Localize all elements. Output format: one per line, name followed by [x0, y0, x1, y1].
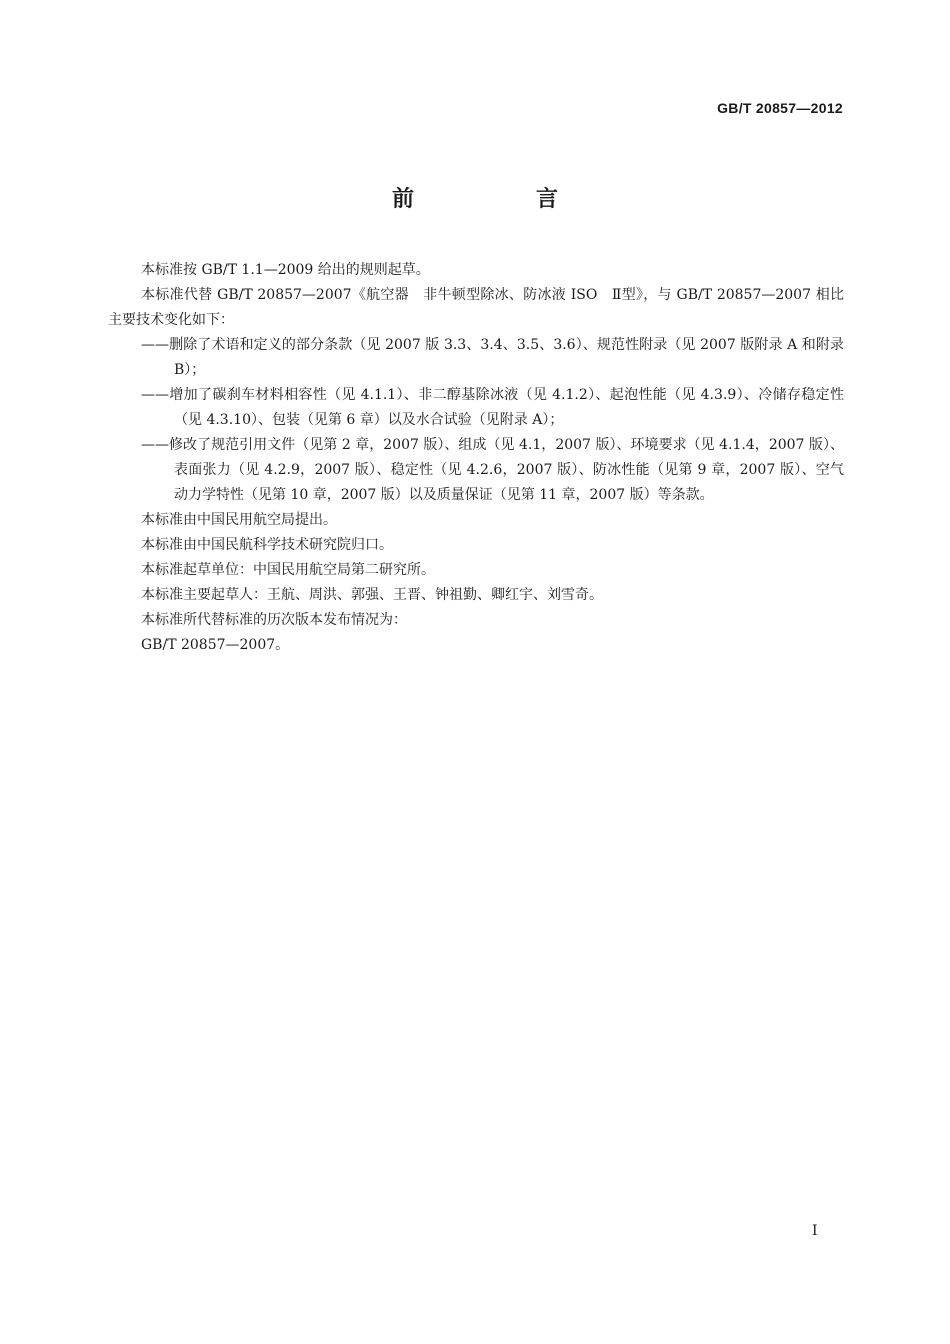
paragraph-drafters: 本标准主要起草人：王航、周洪、郭强、王晋、钟祖勤、卿红宇、刘雪奇。 — [141, 587, 603, 603]
paragraph-history-intro: 本标准所代替标准的历次版本发布情况为： — [141, 612, 407, 628]
page-number: I — [812, 1223, 818, 1239]
list-item: ——增加了碳刹车材料相容性（见 4.1.1）、非二醇基除冰液（见 4.1.2）、起泡性能（见 4.3.9）、冷储存稳定性（见 4.3.10）、包装（见第 6 章）以及水合试验（见附录 A）； — [141, 387, 844, 428]
list-item: ——删除了术语和定义的部分条款（见 2007 版 3.3、3.4、3.5、3.6）、规范性附录（见 2007 版附录 A 和附录 B）； — [141, 337, 844, 378]
paragraph-drafting-unit: 本标准起草单位：中国民用航空局第二研究所。 — [141, 562, 435, 578]
standard-code: GB/T 20857—2012 — [717, 100, 843, 116]
paragraph-replacement: 本标准代替 GB/T 20857—2007《航空器 非牛顿型除冰、防冰液 ISO Ⅱ型》，与 GB/T 20857—2007 相比主要技术变化如下： — [108, 287, 844, 328]
paragraph-history-version: GB/T 20857—2007。 — [141, 637, 290, 653]
list-item: ——修改了规范引用文件（见第 2 章，2007 版）、组成（见 4.1，2007 版）、环境要求（见 4.1.4，2007 版）、表面张力（见 4.2.9，2007 版）、稳定性（见 4.2.6，2007 版）、防冰性能（见第 9 章，2007 版）、空气动力学特性（见第 10 章，2007 版）以及质量保证（见第 11 章，2007 版）等条款。 — [141, 437, 844, 503]
document-body — [108, 258, 844, 658]
page-title: 前 言 — [391, 187, 608, 212]
paragraph-drafting-rules: 本标准按 GB/T 1.1—2009 给出的规则起草。 — [141, 262, 430, 278]
paragraph-administered-by: 本标准由中国民航科学技术研究院归口。 — [141, 537, 393, 553]
paragraph-proposed-by: 本标准由中国民用航空局提出。 — [141, 512, 337, 528]
